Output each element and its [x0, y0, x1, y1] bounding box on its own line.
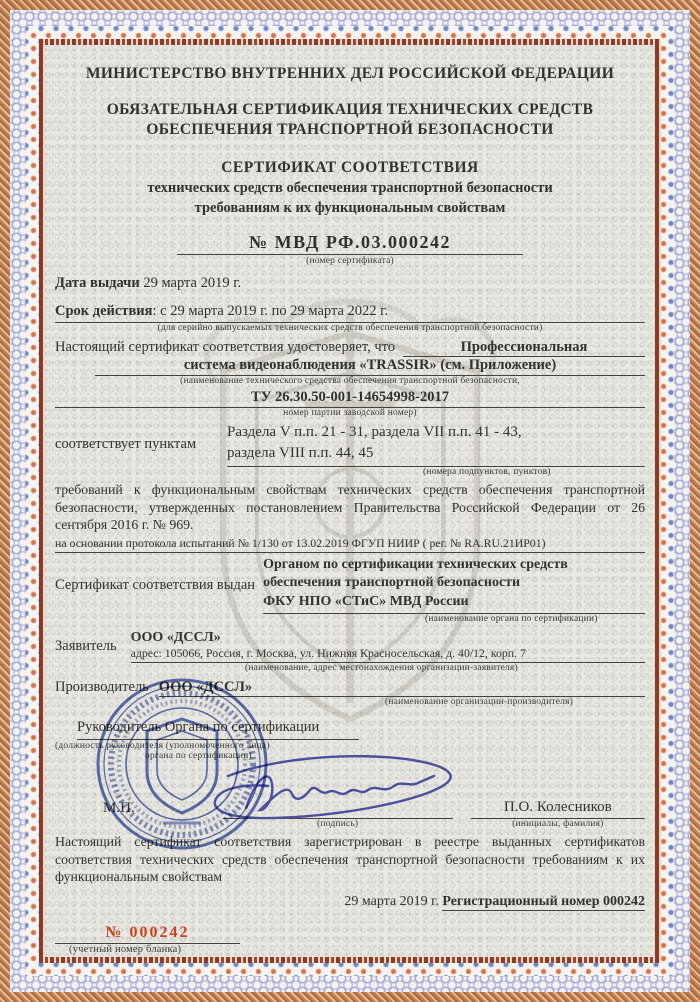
issued-by-line2: обеспечения транспортной безопасности [263, 575, 521, 590]
issued-by-line3: ФКУ НПО «СТиС» МВД России [263, 593, 469, 609]
applicant-name: ООО «ДССЛ» [130, 630, 221, 645]
blank-number-caption: (учетный номер бланка) [69, 943, 182, 955]
conforms-line1: Раздела V п.п. 21 - 31, раздела VII п.п. 41 - 43, [227, 424, 522, 440]
registration-number: Регистрационный номер 000242 [442, 893, 645, 909]
document-subtitle [55, 179, 645, 218]
certification-program-title [55, 100, 645, 140]
conforms-label: соответствует пунктам [55, 436, 197, 452]
product-name-line2: система видеонаблюдения «TRASSIR» (см. Приложение) [95, 357, 645, 376]
validity-label: Срок действия [55, 303, 153, 319]
certifies-text: Настоящий сертификат соответствия удостоверяет, что [55, 339, 396, 355]
lavender-guilloche-band [10, 10, 690, 992]
conforms-line2: раздела VIII п.п. 44, 45 [227, 445, 374, 461]
issued-by-caption: (наименование органа по сертификации) [425, 614, 598, 624]
requirements-paragraph: требований к функциональным свойствам технических средств обеспечения транспортной безопасности, утвержденных постановлением Правительства Российской Федерации от 26 сентября 2016 г. № 969. [55, 482, 645, 532]
stamp-place-abbr: М.П. [103, 800, 135, 816]
blank-number: № 000242 [55, 924, 240, 944]
program-line1: ОБЯЗАТЕЛЬНАЯ СЕРТИФИКАЦИЯ ТЕХНИЧЕСКИХ СРЕДСТВ [106, 101, 594, 118]
signer-caption: (инициалы, фамилия) [512, 819, 604, 829]
rosette-border-band [26, 26, 674, 976]
validity-row [55, 303, 645, 323]
issued-by-values [263, 556, 645, 615]
applicant-caption: (наименование, адрес местонахождения организации-заявителя) [245, 663, 518, 673]
conforms-caption: (номера подпунктов, пунктов) [423, 467, 551, 477]
program-line2: ОБЕСПЕЧЕНИЯ ТРАНСПОРТНОЙ БЕЗОПАСНОСТИ [146, 121, 554, 138]
certification-head-label: Руководитель Органа по сертификации [77, 719, 359, 740]
subtitle-line1: технических средств обеспечения транспортной безопасности [147, 180, 553, 196]
ministry-title: МИНИСТЕРСТВО ВНУТРЕННИХ ДЕЛ РОССИЙСКОЙ ФЕДЕРАЦИИ [85, 65, 615, 82]
issued-by-line1: Органом по сертификации технических средств [263, 556, 568, 572]
tu-number: ТУ 26.30.50-001-14654998-2017 [55, 389, 645, 408]
document-title: СЕРТИФИКАТ СООТВЕТСТВИЯ [221, 159, 479, 176]
product-caption: (наименование технического средства обеспечения транспортной безопасности, [180, 376, 520, 386]
issued-by-row [55, 556, 645, 615]
issue-date-value: 29 марта 2019 г. [139, 275, 242, 291]
signature-caption: (подпись) [317, 819, 359, 829]
signer-name: П.О. Колесников [471, 799, 645, 819]
subtitle-line2: требованиям к их функциональным свойствам [194, 199, 506, 216]
registration-line [55, 894, 645, 910]
registration-date: 29 марта 2019 г. [344, 893, 443, 909]
manufacturer-label: Производитель [55, 679, 149, 695]
conforms-row [55, 422, 645, 467]
applicant-label: Заявитель [55, 638, 117, 654]
certificate-number-caption: (номер сертификата) [306, 256, 394, 266]
applicant-row [55, 630, 645, 663]
certificate-number-block [55, 232, 645, 266]
issue-date-label: Дата выдачи [55, 275, 140, 291]
certificate-body [45, 45, 655, 957]
applicant-address: адрес: 105066, Россия, г. Москва, ул. Нижняя Красносельская, д. 40/12, корп. 7 [130, 646, 526, 660]
validity-caption: (для серийно выпускаемых технических средств обеспечения транспортной безопасности) [157, 323, 543, 333]
applicant-values [131, 630, 645, 663]
issue-date-row [55, 275, 645, 292]
test-protocol-basis-line: на основании протокола испытаний № 1/130 от 13.02.2019 ФГУП НИИР ( рег. № RA.RU.21ИР01) [55, 536, 645, 553]
manufacturer-name: ООО «ДССЛ» [159, 679, 645, 697]
blank-number-block [55, 924, 645, 955]
signer-name-box [471, 799, 645, 829]
round-blue-certification-stamp [93, 675, 271, 853]
product-name-line1: Профессиональная [403, 339, 645, 357]
validity-value: : с 29 марта 2019 г. по 29 марта 2022 г. [152, 303, 389, 319]
registered-paragraph: Настоящий сертификат соответствия зарегистрирован в реестре выданных сертификатов соответствия технических средств обеспечения транспортной безопасности требованиям к их функциональным свойствам [55, 834, 645, 884]
certificate-number: № МВД РФ.03.000242 [177, 232, 523, 255]
certifies-row [55, 339, 645, 357]
conforms-values [227, 422, 645, 467]
head-caption2: органа по сертификации) [145, 751, 252, 761]
issued-by-label: Сертификат соответствия выдан [55, 576, 256, 593]
tu-caption: номер партии заводской номер) [283, 408, 417, 418]
manufacturer-caption: (наименование организации-производителя) [385, 697, 573, 707]
inner-dashed-border [39, 39, 661, 963]
head-caption1: (должность руководителя (уполномоченного лица) [55, 741, 270, 751]
